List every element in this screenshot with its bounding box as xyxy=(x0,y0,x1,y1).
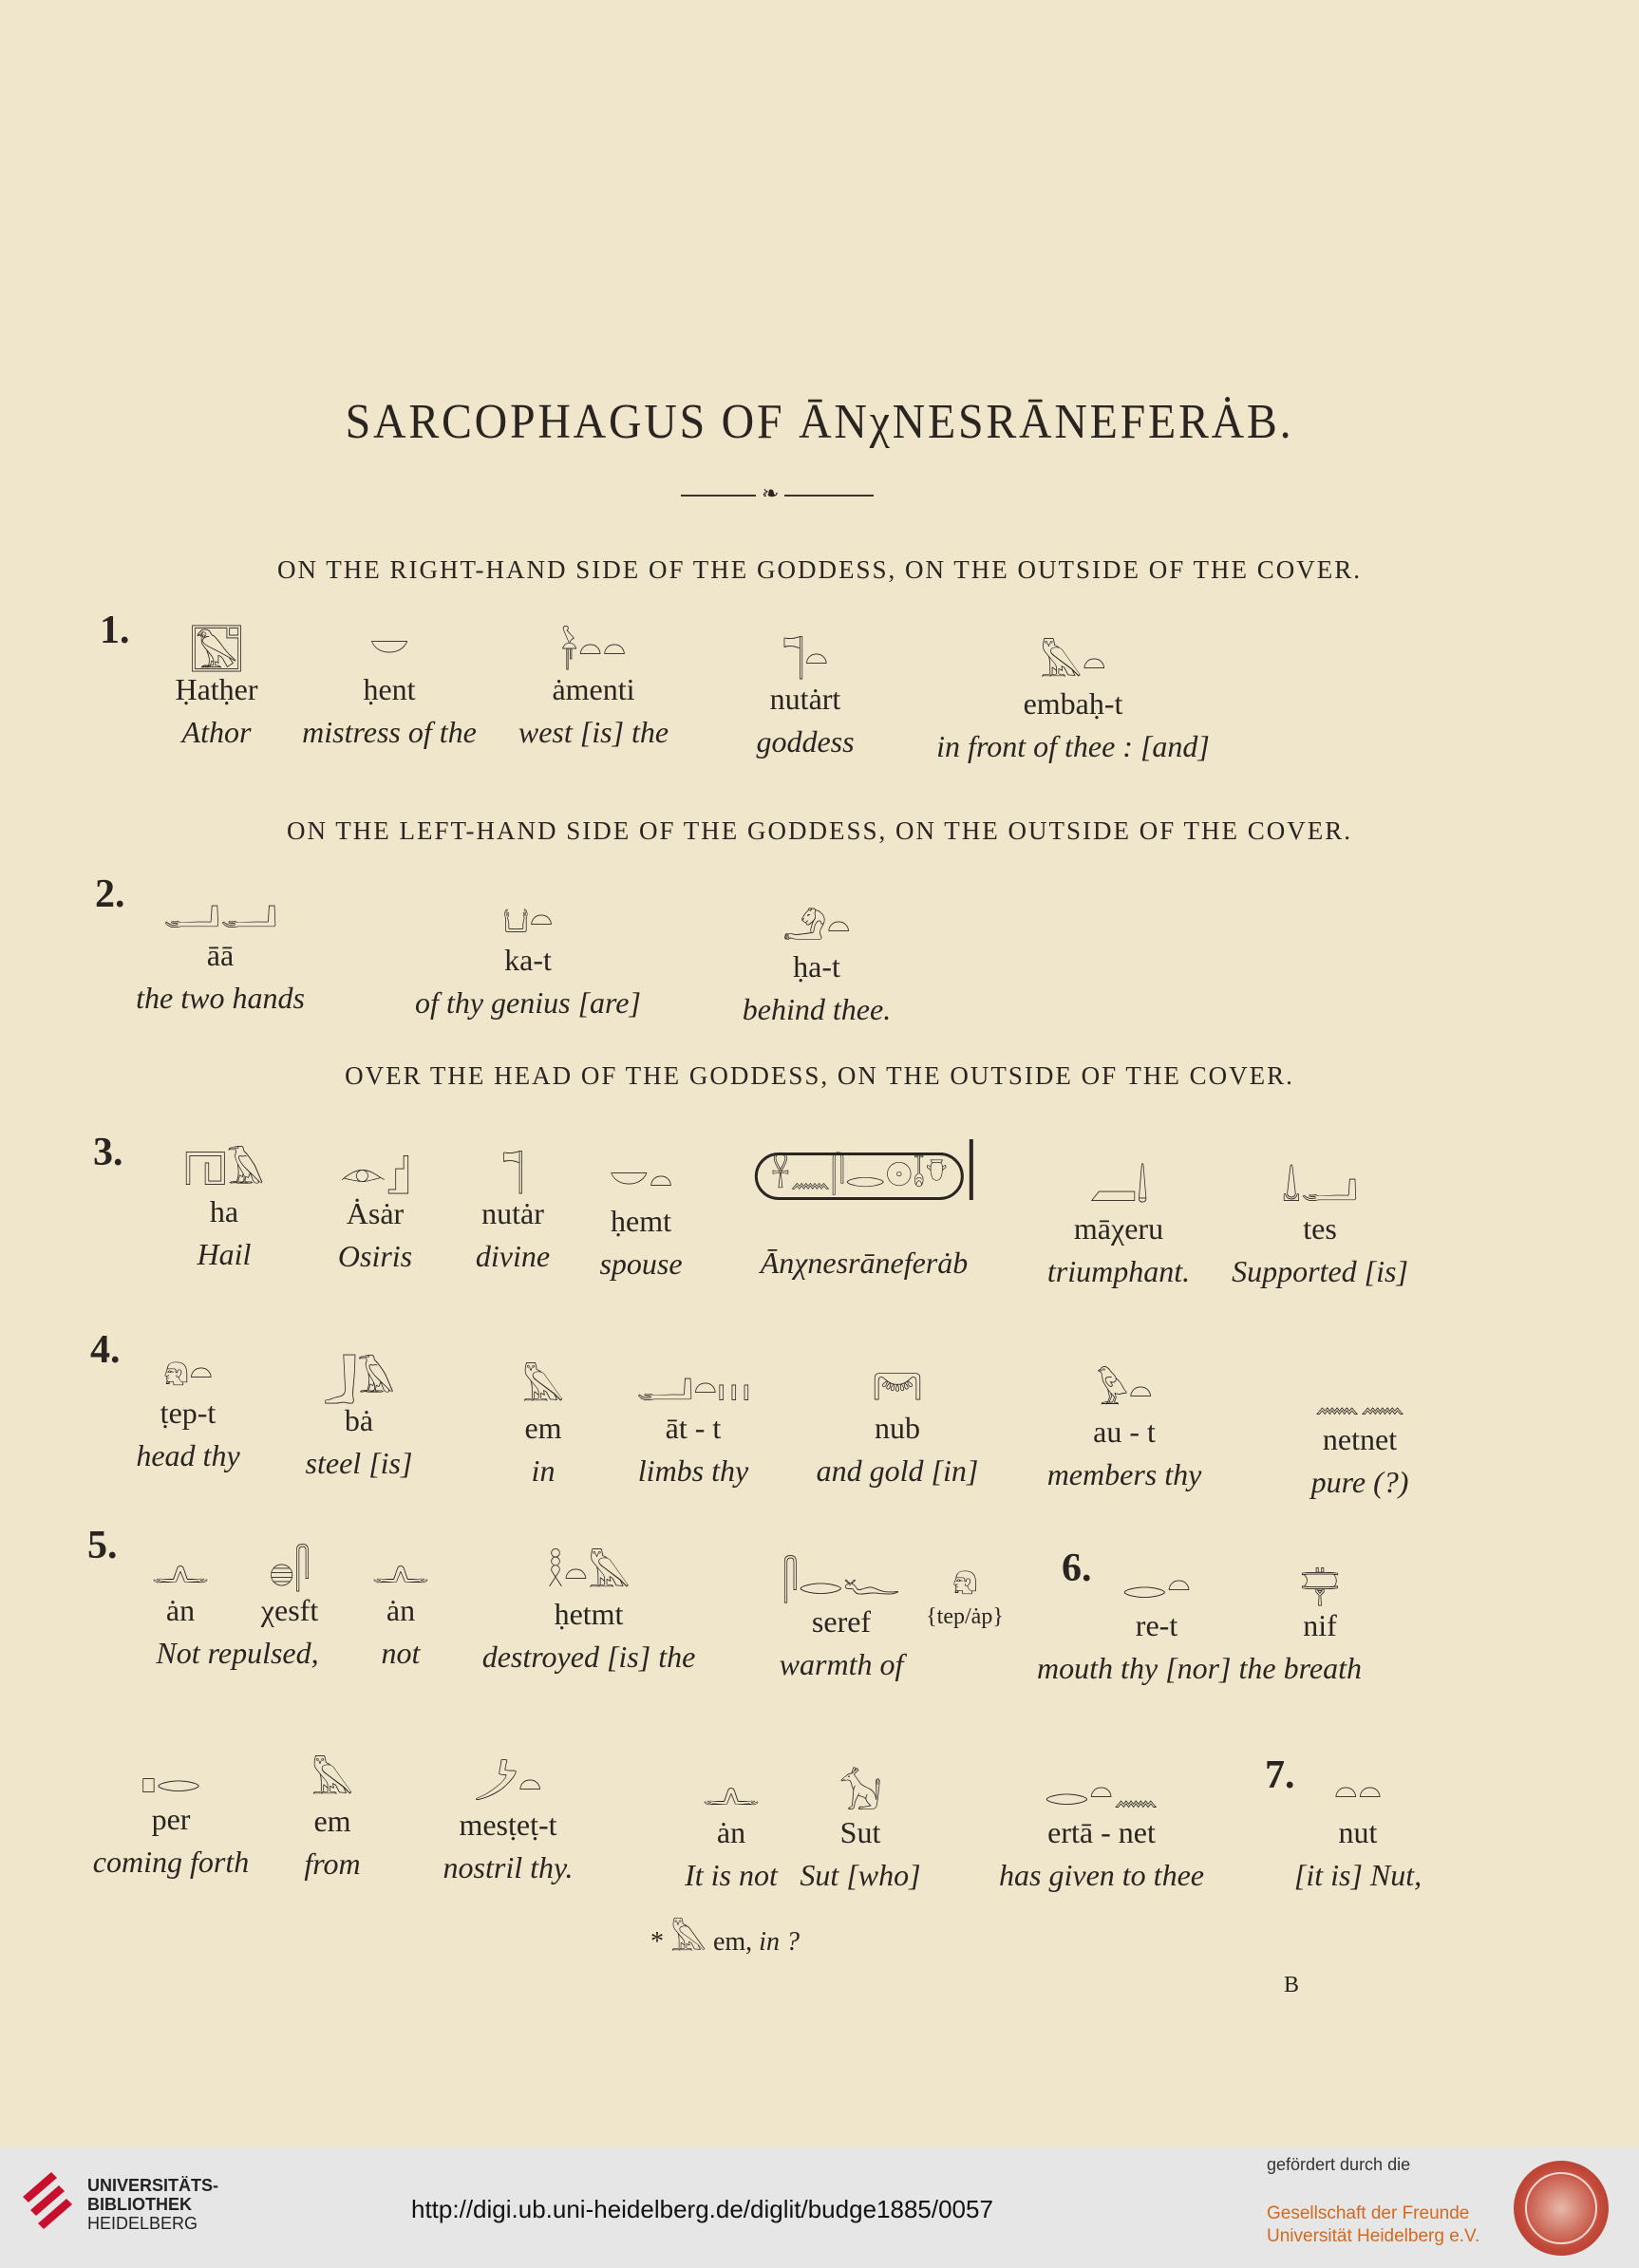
university-library-name xyxy=(87,2176,218,2233)
hieroglyph: 𓉔𓄿 xyxy=(183,1150,265,1193)
transliteration: embaḥ-t xyxy=(1023,686,1123,721)
line-number-3: 3. xyxy=(93,1131,123,1174)
hieroglyph: 𓅱𓏏 xyxy=(1096,1370,1153,1414)
transliteration: Ȧsȧr xyxy=(346,1196,405,1230)
translation: and gold [in] xyxy=(816,1453,979,1488)
word-7-4 xyxy=(685,1741,778,1893)
cartouche-end-bar xyxy=(970,1139,973,1200)
transliteration: χesft xyxy=(260,1593,319,1627)
ub-line-1: UNIVERSITÄTS- xyxy=(87,2176,219,2195)
transliteration: ȧn xyxy=(716,1815,746,1849)
cartouche xyxy=(755,1130,973,1200)
line-number-4: 4. xyxy=(90,1328,121,1372)
footer-bar xyxy=(0,2147,1639,2268)
hieroglyph: 𓊪𓂋 xyxy=(141,1757,201,1801)
word-2-3 xyxy=(743,875,891,1027)
hieroglyph: 𓃀𓄿 xyxy=(323,1359,395,1402)
sponsor-text: gefördert durch die xyxy=(1267,2155,1411,2174)
hieroglyph: 𓍑𓂝 xyxy=(1281,1167,1359,1210)
transliteration: tes xyxy=(1303,1211,1337,1246)
word-7-6 xyxy=(999,1741,1204,1893)
section-heading-left: ON THE LEFT-HAND SIDE OF THE GODDESS, ON THE OUTSIDE OF THE COVER. xyxy=(286,816,1353,845)
university-library-logo-icon xyxy=(19,2168,80,2237)
word-3-2 xyxy=(338,1122,412,1274)
line-number-5: 5. xyxy=(87,1524,118,1567)
line-number-7: 7. xyxy=(1265,1753,1295,1797)
hieroglyph: 𓎛𓏏𓅓 xyxy=(547,1552,631,1596)
hieroglyph: 𓅓 xyxy=(311,1759,354,1803)
word-1-4 xyxy=(756,608,854,759)
translation: in front of thee : [and] xyxy=(936,729,1210,763)
transliteration: ȧn xyxy=(386,1593,416,1627)
society-line-1: Gesellschaft der Freunde xyxy=(1267,2203,1470,2223)
hieroglyph: 𓈖𓈖 xyxy=(1314,1378,1405,1421)
translation: Sut [who] xyxy=(800,1858,921,1892)
hieroglyph: 𓂋𓏏𓈖 xyxy=(1044,1771,1159,1814)
word-7-1 xyxy=(93,1728,249,1880)
transliteration: bȧ xyxy=(344,1403,374,1437)
transliteration: ka-t xyxy=(504,943,552,977)
word-3-7 xyxy=(1232,1137,1408,1289)
transliteration: seref xyxy=(811,1604,872,1639)
translation: pure (?) xyxy=(1310,1465,1409,1499)
owl-glyph-icon: 𓅓 xyxy=(670,1921,706,1959)
transliteration: {tep/ȧp} xyxy=(926,1604,1004,1629)
word-7-3 xyxy=(443,1734,574,1885)
hieroglyph: 𓂜 xyxy=(371,1548,430,1592)
transliteration: mesṭeṭ-t xyxy=(459,1808,557,1842)
section-heading-right: ON THE RIGHT-HAND SIDE OF THE GODDESS, ON THE OUTSIDE OF THE COVER. xyxy=(276,555,1363,584)
word-4-1 xyxy=(136,1321,239,1473)
translation: Supported [is] xyxy=(1232,1254,1408,1288)
hieroglyph: 𓌳𓏏 xyxy=(474,1763,542,1807)
word-3-6 xyxy=(1047,1137,1190,1289)
word-5-4 xyxy=(482,1523,696,1675)
hieroglyph: 𓊹 xyxy=(501,1152,524,1195)
translation: divine xyxy=(475,1239,551,1273)
ub-line-3: HEIDELBERG xyxy=(87,2214,198,2233)
transliteration: nub xyxy=(875,1411,920,1445)
translation: limbs thy xyxy=(637,1453,749,1488)
word-6-2 xyxy=(1300,1534,1340,1651)
translation: west [is] the xyxy=(518,715,669,749)
translation: Hail xyxy=(197,1237,252,1271)
word-7-7 xyxy=(1294,1741,1422,1893)
translation: members thy xyxy=(1046,1457,1202,1491)
transliteration: per xyxy=(151,1802,191,1836)
transliteration: em xyxy=(313,1804,351,1838)
line-number-6: 6. xyxy=(1062,1546,1092,1590)
word-3-1 xyxy=(184,1120,264,1272)
translation: [it is] Nut, xyxy=(1293,1858,1422,1892)
word-1-5 xyxy=(936,612,1210,764)
hieroglyph: 𓁶 xyxy=(951,1560,978,1603)
word-7-2 xyxy=(304,1730,360,1882)
translation: behind thee. xyxy=(742,992,892,1026)
transliteration: nif xyxy=(1303,1608,1337,1642)
word-5-5 xyxy=(780,1530,904,1682)
transliteration: ha xyxy=(209,1194,239,1228)
page-title: SARCOPHAGUS OF ĀNχNESRĀNEFERȦB. xyxy=(345,395,1294,449)
word-1-3 xyxy=(518,598,669,750)
hieroglyph: 𓉡 xyxy=(190,628,243,671)
permalink-url[interactable]: http://digi.ub.uni-heidelberg.de/diglit/budge1885/0057 xyxy=(411,2195,993,2223)
transliteration: ḥetmt xyxy=(554,1597,624,1631)
hieroglyph: 𓅓𓏏 xyxy=(1040,642,1106,685)
hieroglyph: 𓎟𓏏 xyxy=(609,1159,673,1203)
hieroglyph: 𓋞 xyxy=(872,1366,923,1410)
translation: spouse xyxy=(599,1246,683,1281)
transliteration: ḥent xyxy=(363,672,416,706)
translation: head thy xyxy=(136,1438,240,1472)
transliteration: nut xyxy=(1338,1815,1378,1849)
word-4-3 xyxy=(522,1337,565,1489)
transliteration: ṭep-t xyxy=(160,1396,217,1430)
hieroglyph: 𓂜 xyxy=(151,1548,210,1592)
translation: coming forth xyxy=(92,1845,250,1879)
hieroglyph: 𓂝𓏏𓏥 xyxy=(635,1366,751,1410)
translation: steel [is] xyxy=(305,1446,413,1480)
hieroglyph: 𓂓𓏏 xyxy=(502,898,554,942)
transliteration: ḥa-t xyxy=(793,949,840,984)
translation: Not repulsed, xyxy=(156,1636,319,1670)
transliteration: nutȧr xyxy=(481,1196,544,1230)
word-5-2 xyxy=(261,1519,318,1636)
hieroglyph: 𓂝𓂝 xyxy=(162,893,278,937)
translation: warmth of xyxy=(779,1647,904,1681)
hieroglyph: 𓋴𓂋𓆑 xyxy=(782,1560,900,1603)
word-5-3 xyxy=(372,1519,430,1671)
footnote-italic: in ? xyxy=(759,1927,800,1957)
translation: Ānχnesrāneferȧb xyxy=(760,1246,969,1280)
translation: goddess xyxy=(756,724,855,759)
university-seal-icon xyxy=(1514,2161,1609,2256)
hieroglyph: 𓁶𓏏 xyxy=(162,1351,214,1395)
hieroglyph: 𓊹𓏏 xyxy=(782,637,829,681)
word-4-5 xyxy=(817,1337,979,1489)
cartouche-icon: 𓋹𓈖𓋴𓂋𓇳𓄤𓄣 xyxy=(755,1153,964,1200)
word-3-3 xyxy=(476,1122,550,1274)
hieroglyph: 𓂜 xyxy=(702,1771,761,1814)
ub-line-2: BIBLIOTHEK xyxy=(87,2195,192,2214)
word-2-2 xyxy=(415,869,641,1021)
translation: of thy genius [are] xyxy=(415,985,641,1020)
footnote-marker: * xyxy=(650,1927,664,1957)
translation: Athor xyxy=(181,715,252,749)
hieroglyph: 𓄂𓏏 xyxy=(782,905,851,948)
translation: triumphant. xyxy=(1046,1254,1191,1288)
word-1-2 xyxy=(302,598,477,750)
hieroglyph: 𓊡 xyxy=(1300,1564,1340,1607)
hieroglyph: 𓏏𓏏 xyxy=(1333,1771,1383,1814)
transliteration: au - t xyxy=(1093,1415,1156,1449)
transliteration: ȧmenti xyxy=(552,672,635,706)
transliteration: ḥemt xyxy=(611,1204,671,1238)
hieroglyph: 𓃩 xyxy=(838,1771,882,1814)
word-7-5 xyxy=(800,1741,920,1893)
word-1-1 xyxy=(175,598,257,750)
transliteration: Sut xyxy=(839,1815,881,1849)
word-3-4 xyxy=(599,1130,682,1282)
hieroglyph: 𓂋𓏏 xyxy=(1121,1564,1192,1607)
footnote-text: em, xyxy=(712,1927,753,1957)
translation: in xyxy=(531,1453,556,1488)
translation: the two hands xyxy=(136,981,305,1015)
hieroglyph: 𓁹𓊨 xyxy=(339,1152,411,1195)
word-4-4 xyxy=(636,1337,750,1489)
translation: from xyxy=(304,1846,361,1881)
translation: destroyed [is] the xyxy=(481,1640,696,1674)
transliteration: āā xyxy=(206,938,235,972)
hieroglyph: 𓐍𓋴 xyxy=(269,1548,311,1592)
word-4-6 xyxy=(1047,1340,1202,1492)
hieroglyph: 𓐙𓌃 xyxy=(1088,1167,1149,1210)
society-line-2: Universität Heidelberg e.V. xyxy=(1267,2226,1480,2246)
transliteration: nutȧrt xyxy=(769,682,841,716)
transliteration: Ḥatḥer xyxy=(175,672,258,706)
section-heading-over-head: OVER THE HEAD OF THE GODDESS, ON THE OUTSIDE OF THE COVER. xyxy=(345,1061,1294,1090)
transliteration: em xyxy=(524,1411,562,1445)
transliteration: ertā - net xyxy=(1047,1815,1156,1849)
rule-ornament-icon: ❧ xyxy=(756,482,784,506)
society-name xyxy=(1267,2202,1479,2248)
transliteration: āt - t xyxy=(665,1411,722,1445)
word-3-5-cartouche xyxy=(755,1130,973,1281)
hieroglyph: 𓅓 xyxy=(521,1366,565,1410)
transliteration xyxy=(755,1204,973,1238)
hieroglyph: 𓎟 xyxy=(368,628,410,671)
transliteration: māχeru xyxy=(1073,1211,1164,1246)
translation: nostril thy. xyxy=(443,1850,574,1884)
transliteration: ȧn xyxy=(165,1593,196,1627)
word-4-7 xyxy=(1311,1348,1409,1500)
translation: not xyxy=(381,1636,421,1670)
translation: It is not xyxy=(685,1858,778,1892)
signature-mark: B xyxy=(1284,1973,1300,1997)
word-2-1 xyxy=(136,864,305,1016)
transliteration: netnet xyxy=(1322,1422,1398,1456)
footnote xyxy=(650,1908,800,1961)
transliteration: re-t xyxy=(1135,1608,1178,1642)
word-4-2 xyxy=(306,1329,413,1481)
line-number-2: 2. xyxy=(95,872,125,916)
translation: Osiris xyxy=(337,1239,413,1273)
line-number-1: 1. xyxy=(100,609,130,652)
translation: mouth thy [nor] the breath xyxy=(1037,1651,1362,1685)
hieroglyph: 𓋀𓏏𓏏 xyxy=(560,628,627,671)
translation: mistress of the xyxy=(302,715,477,749)
translation: has given to thee xyxy=(999,1858,1204,1892)
